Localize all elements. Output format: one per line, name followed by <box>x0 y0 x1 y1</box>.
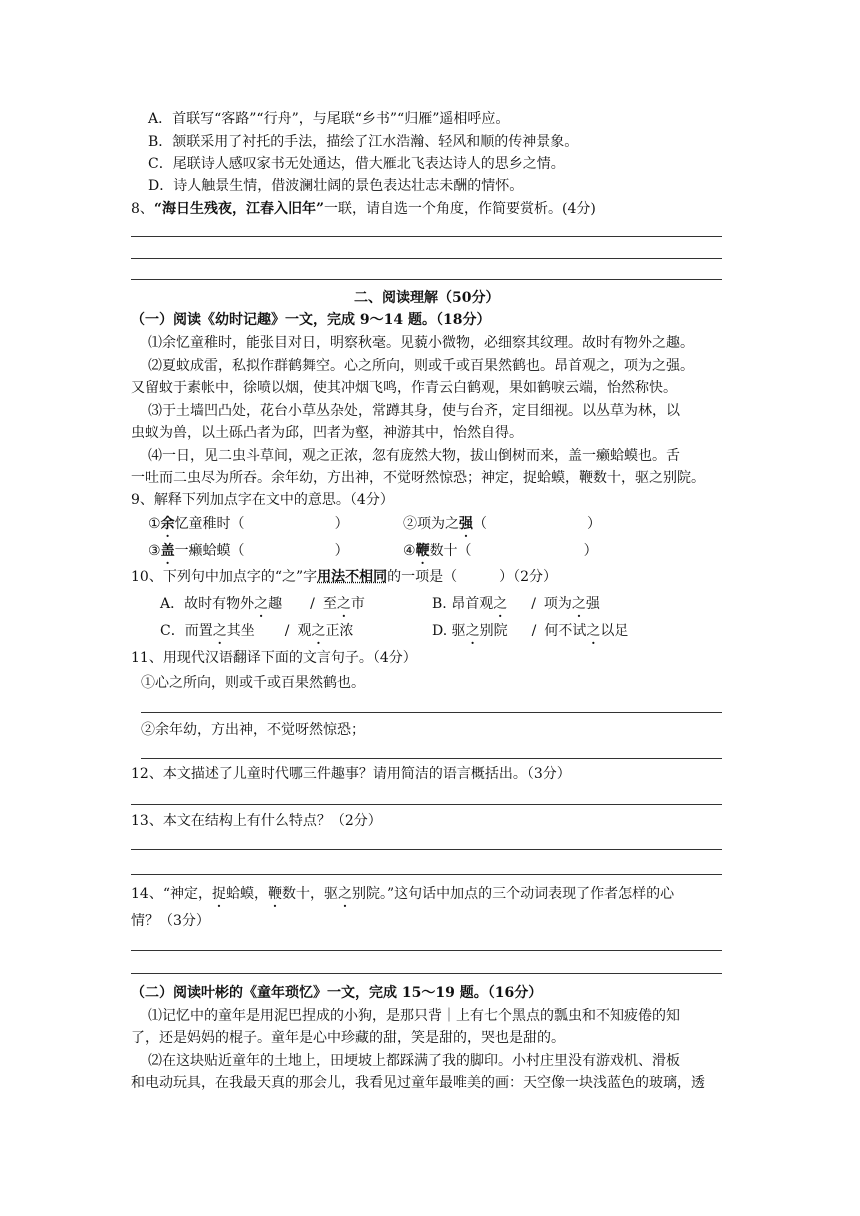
section-title: 二、阅读理解（50分） <box>354 290 500 306</box>
passage-paragraph: 又留蚊于素帐中，徐喷以烟，使其冲烟飞鸣，作青云白鹤观，果如鹤唳云端，怡然称快。 <box>131 380 677 396</box>
answer-line <box>131 849 722 850</box>
q7-option-c: C．尾联诗人感叹家书无处通达，借大雁北飞表达诗人的思乡之情。 <box>148 156 565 172</box>
passage-paragraph: 一吐而二虫尽为所吞。余年幼，方出神，不觉呀然惊恐；神定，捉蛤蟆，鞭数十，驱之别院。 <box>131 470 705 486</box>
answer-line <box>141 758 722 759</box>
q7-option-d: D．诗人触景生情，借波澜壮阔的景色表达壮志未酬的情怀。 <box>148 178 524 194</box>
q11-sentence-2: ②余年幼，方出神，不觉呀然惊恐； <box>141 722 365 738</box>
question-14-cont: 情？（3分） <box>131 913 210 929</box>
q9-item-2: ②项为之强（ ） <box>403 516 601 532</box>
q7-option-b: B．颔联采用了衬托的手法，描绘了江水浩瀚、轻风和顺的传神景象。 <box>148 134 579 150</box>
passage-paragraph: 虫蚁为兽，以土砾凸者为邱，凹者为壑，神游其中，怡然自得。 <box>131 425 523 441</box>
passage-paragraph: ⑶于土墙凹凸处，花台小草丛杂处，常蹲其身，使与台齐，定目细视。以丛草为林，以 <box>148 403 680 419</box>
passage-paragraph: ⑵在这块贴近童年的土地上，田埂坡上都踩满了我的脚印。小村庄里没有游戏机、滑板 <box>148 1053 680 1069</box>
q10-emphasis: 用法不相同 <box>317 569 388 585</box>
passage-paragraph: ⑴余忆童稚时，能张目对日，明察秋毫。见藐小微物，必细察其纹理。故时有物外之趣。 <box>148 335 694 351</box>
passage-paragraph: ⑵夏蚊成雷，私拟作群鹤舞空。心之所向，则或千或百果然鹤也。昂首观之，项为之强。 <box>148 358 694 374</box>
answer-line <box>131 973 722 974</box>
answer-line <box>131 804 722 805</box>
question-9: 9、解释下列加点字在文中的意思。（4分） <box>131 492 394 508</box>
part1-heading: （一）阅读《幼时记趣》一文，完成 9～14 题。（18分） <box>131 312 491 328</box>
q7-option-a: A．首联写“客路”“行舟”，与尾联“乡书”“归雁”遥相呼应。 <box>148 111 510 127</box>
passage-paragraph: 了，还是妈妈的棍子。童年是心中珍藏的甜，笑是甜的，哭也是甜的。 <box>131 1030 565 1046</box>
passage-paragraph: ⑷一日，见二虫斗草间，观之正浓，忽有庞然大物，拔山倒树而来，盖一癞蛤蟆也。舌 <box>148 448 680 464</box>
q10-option-c: C．而置之其坐 / 观之正浓 <box>160 623 354 639</box>
q9-item-4: ④鞭数十（ ） <box>403 543 598 559</box>
question-13: 13、本文在结构上有什么特点？（2分） <box>131 813 382 829</box>
question-8: 8、“海日生残夜，江春入旧年”一联，请自选一个角度，作简要赏析。(4分) <box>131 201 596 217</box>
part2-heading: （二）阅读叶彬的《童年琐忆》一文，完成 15～19 题。（16分） <box>131 985 543 1001</box>
answer-line <box>131 258 722 259</box>
answer-line <box>141 712 722 713</box>
q8-quote: “海日生残夜，江春入旧年” <box>153 201 325 217</box>
q9-item-1: ①余忆童稚时（ ） <box>148 516 349 532</box>
answer-line <box>131 950 722 951</box>
question-11: 11、用现代汉语翻译下面的文言句子。（4分） <box>131 650 417 666</box>
q10-option-a: A．故时有物外之趣 / 至之市 <box>160 596 365 612</box>
answer-line <box>131 279 722 280</box>
q10-option-b: B. 昂首观之 / 项为之强 <box>432 596 600 612</box>
q9-item-3: ③盖一癞蛤蟆（ ） <box>148 543 349 559</box>
question-12: 12、本文描述了儿童时代哪三件趣事？请用简洁的语言概括出。（3分） <box>131 766 571 782</box>
question-10: 10、下列句中加点字的“之”字用法不相同的一项是（ ）（2分） <box>131 569 558 585</box>
question-14: 14、“神定，捉蛤蟆，鞭数十，驱之别院。”这句话中加点的三个动词表现了作者怎样的心 <box>131 886 675 902</box>
q11-sentence-1: ①心之所向，则或千或百果然鹤也。 <box>141 675 365 691</box>
passage-paragraph: 和电动玩具，在我最天真的那会儿，我看见过童年最唯美的画：天空像一块浅蓝色的玻璃，透 <box>131 1075 705 1091</box>
q10-option-d: D. 驱之别院 / 何不试之以足 <box>432 623 629 639</box>
answer-line <box>131 874 722 875</box>
answer-line <box>131 236 722 237</box>
passage-paragraph: ⑴记忆中的童年是用泥巴捏成的小狗，是那只背｜上有七个黑点的瓢虫和不知疲倦的知 <box>148 1008 680 1024</box>
